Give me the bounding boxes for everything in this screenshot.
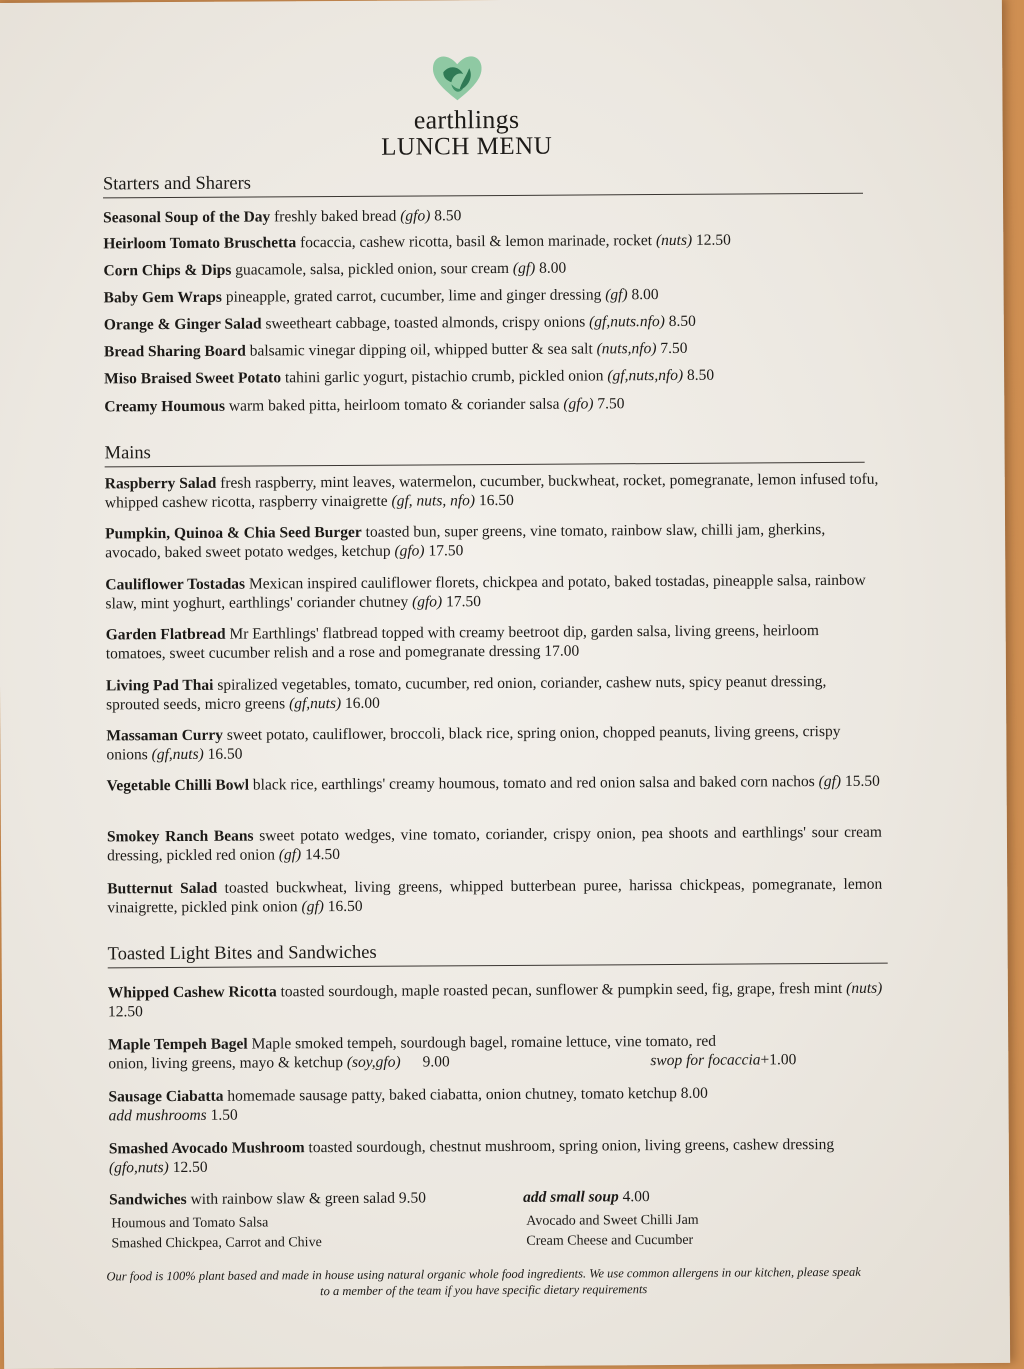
menu-item: Creamy Houmous warm baked pitta, heirloom tomato & coriander salsa (gfo) 7.50 bbox=[104, 395, 625, 416]
list-item: Houmous and Tomato Salsa bbox=[111, 1215, 269, 1232]
brand-name: earthlings bbox=[413, 104, 520, 135]
list-item: Avocado and Sweet Chilli Jam bbox=[526, 1212, 699, 1229]
menu-item: Living Pad Thai spiralized vegetables, tomato, cucumber, red onion, coriander, cashew nuts, spicy peanut dressing, sprouted seeds, micro greens (gf,nuts) 16.00 bbox=[105, 673, 827, 714]
menu-title: LUNCH MENU bbox=[381, 132, 553, 161]
menu-item: Massaman Curry sweet potato, cauliflower, broccoli, black rice, spring onion, chopped peanuts, living greens, crispy onions (gf,nuts) 16.50 bbox=[106, 722, 841, 764]
allergen-footer-note: Our food is 100% plant based and made in house using natural organic whole food ingredients. We use common allergens in our kitchen, please speak to a member of the team if you have specific dietary requirements bbox=[106, 1264, 861, 1299]
menu-item: Miso Braised Sweet Potato tahini garlic yogurt, pistachio crumb, pickled onion (gf,nuts,nfo) 8.50 bbox=[104, 366, 715, 388]
menu-item: Orange & Ginger Salad sweetheart cabbage, toasted almonds, crispy onions (gf,nuts.nfo) 8.50 bbox=[103, 312, 696, 334]
menu-item: Whipped Cashew Ricotta toasted sourdough, maple roasted pecan, sunflower & pumpkin seed, fig, grape, fresh mint (nuts) 12.50 bbox=[107, 979, 883, 1021]
list-item: Cream Cheese and Cucumber bbox=[526, 1232, 694, 1249]
menu-item: Bread Sharing Board balsamic vinegar dipping oil, whipped butter & sea salt (nuts,nfo) 7.50 bbox=[103, 339, 688, 361]
menu-item: Heirloom Tomato Bruschetta focaccia, cashew ricotta, basil & lemon marinade, rocket (nuts) 12.50 bbox=[103, 231, 731, 253]
sandwich-list-left bbox=[111, 1213, 322, 1254]
sandwich-list-right bbox=[526, 1211, 699, 1252]
heart-leaf-logo-icon bbox=[429, 52, 485, 102]
add-soup-heading: add small soup 4.00 bbox=[523, 1188, 650, 1206]
menu-item: Raspberry Salad fresh raspberry, mint leaves, watermelon, cucumber, buckwheat, rocket, pomegranate, lemon infused tofu, whipped cashew ricotta, raspberry vinaigrette (gf, nuts, nfo) 16.50 bbox=[104, 470, 879, 512]
menu-item: Pumpkin, Quinoa & Chia Seed Burger toasted bun, super greens, vine tomato, rainbow slaw, chilli jam, gherkins, avocado, baked sweet potato wedges, ketchup (gfo) 17.50 bbox=[105, 521, 826, 562]
menu-item: Corn Chips & Dips guacamole, salsa, pickled onion, sour cream (gf) 8.00 bbox=[103, 259, 567, 280]
section-heading-starters: Starters and Sharers bbox=[103, 170, 863, 199]
sandwiches-heading: Sandwiches with rainbow slaw & green salad 9.50 bbox=[109, 1189, 427, 1209]
menu-item: Butternut Salad toasted buckwheat, living greens, whipped butterbean puree, harissa chickpeas, pomegranate, lemon vinaigrette, pickled pink onion (gf) 16.50 bbox=[107, 875, 883, 917]
menu-item: Smokey Ranch Beans sweet potato wedges, vine tomato, coriander, crispy onion, pea shoots and earthlings' sour cream dressing, pickled red onion (gf) 14.50 bbox=[106, 823, 882, 865]
menu-item: Seasonal Soup of the Day freshly baked bread (gfo) 8.50 bbox=[103, 207, 462, 227]
menu-item: Cauliflower Tostadas Mexican inspired cauliflower florets, chickpea and potato, baked tostadas, pineapple salsa, rainbow slaw, mint yoghurt, earthlings' coriander chutney (gfo) 17.50 bbox=[105, 571, 866, 613]
menu-item: Baby Gem Wraps pineapple, grated carrot, cucumber, lime and ginger dressing (gf) 8.00 bbox=[103, 286, 659, 307]
menu-item: Sausage Ciabatta homemade sausage patty, baked ciabatta, onion chutney, tomato ketchup 8.00 add mushrooms 1.50 bbox=[108, 1084, 708, 1125]
menu-item-bagel: Maple Tempeh Bagel Maple smoked tempeh, sourdough bagel, romaine lettuce, vine tomato, red onion, living greens, mayo & ketchup (soy,gfo) 9.00 swop for focaccia+1.00 bbox=[108, 1032, 797, 1073]
section-heading-light-bites: Toasted Light Bites and Sandwiches bbox=[108, 940, 888, 969]
menu-item: Vegetable Chilli Bowl black rice, earthlings' creamy houmous, tomato and red onion salsa and baked corn nachos (gf) 15.50 bbox=[106, 772, 880, 795]
list-item: Smashed Chickpea, Carrot and Chive bbox=[111, 1235, 322, 1252]
section-heading-mains: Mains bbox=[105, 439, 865, 468]
menu-item: Smashed Avocado Mushroom toasted sourdough, chestnut mushroom, spring onion, living greens, cashew dressing (gfo,nuts) 12.50 bbox=[108, 1135, 835, 1177]
menu-item: Garden Flatbread Mr Earthlings' flatbread topped with creamy beetroot dip, garden salsa, living greens, heirloom tomatoes, sweet cucumber relish and a rose and pomegranate dressing 17.00 bbox=[105, 622, 819, 663]
